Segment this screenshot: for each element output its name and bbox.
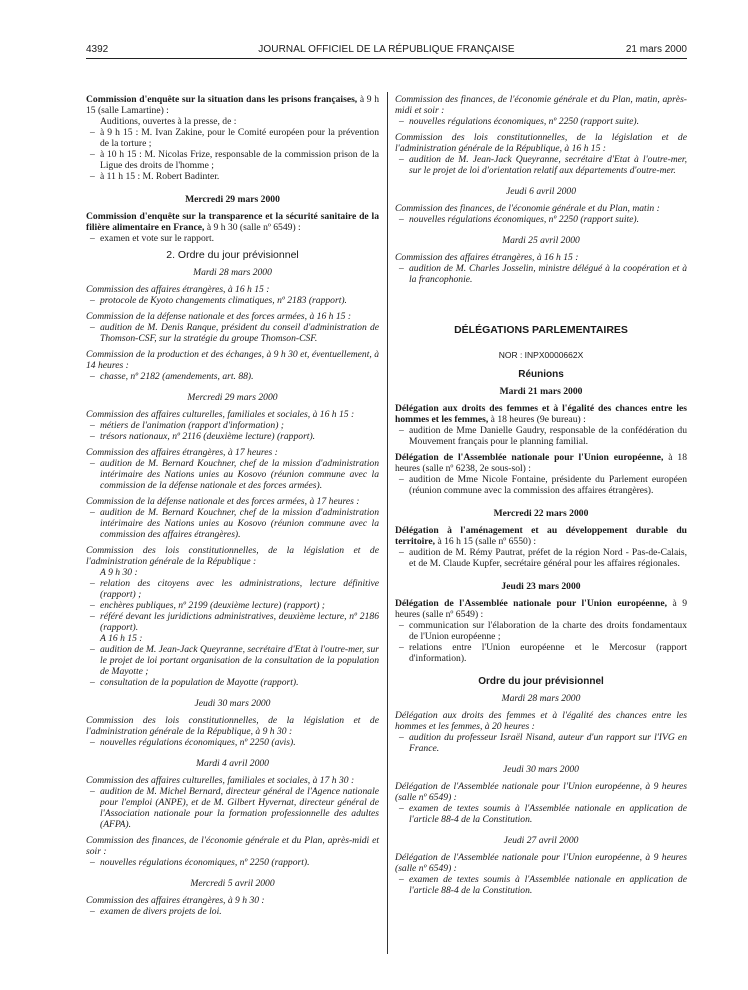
journal-title: JOURNAL OFFICIEL DE LA RÉPUBLIQUE FRANÇAISE (258, 44, 515, 55)
delegation-block (395, 403, 687, 447)
list-item: – audition de M. Denis Ranque, président du conseil d'administration de Thomson-CSF, sur la stratégie du groupe Thomson-CSF. (86, 322, 379, 344)
agenda-block (395, 252, 687, 285)
agenda-block (86, 545, 379, 688)
list-item: – audition de M. Charles Josselin, ministre délégué à la coopération et à la francophonie. (395, 263, 687, 285)
agenda-block (86, 895, 379, 917)
page-number: 4392 (86, 44, 109, 55)
day-heading: Mardi 28 mars 2000 (193, 267, 272, 278)
list-item: – consultation de la population de Mayotte (rapport). (86, 677, 379, 688)
list-item: – à 11 h 15 : M. Robert Badinter. (86, 171, 379, 182)
day-heading: Jeudi 30 mars 2000 (503, 764, 579, 775)
time-subheading: A 16 h 15 : (100, 633, 143, 644)
ordre-du-jour-heading: Ordre du jour prévisionnel (478, 676, 604, 687)
list-item: – chasse, nº 2182 (amendements, art. 88). (86, 371, 379, 382)
day-heading: Jeudi 6 avril 2000 (505, 186, 577, 197)
block-time: à 9 heures (salle nº 6549) : (395, 598, 687, 620)
agenda-block (395, 94, 687, 127)
left-column (86, 94, 379, 922)
list-item: – relation des citoyens avec les administrations, lecture définitive (rapport) ; (86, 578, 379, 600)
delegations-heading: DÉLÉGATIONS PARLEMENTAIRES (454, 324, 628, 336)
day-heading: Mardi 28 mars 2000 (501, 693, 581, 704)
block-title: Commission des affaires culturelles, familiales et sociales, à 16 h 15 : (86, 409, 355, 420)
block-title: Commission des affaires étrangères, à 16 h 15 : (395, 252, 579, 263)
day-heading: Mercredi 29 mars 2000 (187, 392, 278, 403)
block-title: Commission des affaires culturelles, familiales et sociales, à 17 h 30 : (86, 775, 355, 786)
delegation-block (395, 525, 687, 569)
list-item: – audition du professeur Israël Nisand, auteur d'un rapport sur l'IVG en France. (395, 732, 687, 754)
block-time: à 16 h 15 (salle nº 6550) : (437, 536, 537, 547)
nor-reference: NOR : INPX0000662X (498, 350, 584, 360)
day-heading: Mercredi 5 avril 2000 (190, 878, 275, 889)
list-item: – examen et vote sur le rapport. (86, 233, 379, 244)
list-item: – communication sur l'élaboration de la charte des droits fondamentaux de l'Union européenne ; (395, 620, 687, 642)
block-title: Commission des finances, de l'économie générale et du Plan, matin : (395, 203, 660, 214)
list-item: – à 9 h 15 : M. Ivan Zakine, pour le Comité européen pour la prévention de la torture ; (86, 127, 379, 149)
list-item: – examen de divers projets de loi. (86, 906, 379, 917)
delegation-block (395, 710, 687, 754)
agenda-block (86, 284, 379, 306)
transparence-title: Commission d'enquête sur la transparence et la sécurité sanitaire de la filière alimentaire en France, (86, 211, 379, 233)
list-item: – audition de M. Michel Bernard, directeur général de l'Agence nationale pour l'emploi (ANPE), et de M. Gilbert Hyvernat, directeur général de l'Association nationale pour la formation professionnelle des adultes (AFPA). (86, 786, 379, 830)
list-item: – nouvelles régulations économiques, nº 2250 (rapport suite). (395, 116, 687, 127)
list-item: – audition de Mme Nicole Fontaine, présidente du Parlement européen (réunion commune avec la commission des affaires étrangères). (395, 474, 687, 496)
list-item: – à 10 h 15 : M. Nicolas Frize, responsable de la commission prison de la Ligue des droits de l'homme ; (86, 149, 379, 171)
prisons-commission (86, 94, 379, 182)
day-heading: Mardi 4 avril 2000 (196, 758, 269, 769)
section-heading: 2. Ordre du jour prévisionnel (166, 249, 299, 261)
block-title: Commission des lois constitutionnelles, de la législation et de l'administration générale de la République, à 16 h 15 : (395, 132, 687, 154)
right-column (395, 94, 687, 901)
list-item: – relations entre l'Union européenne et le Mercosur (rapport d'information). (395, 642, 687, 664)
list-item: – audition de M. Bernard Kouchner, chef de la mission d'administration intérimaire des Nations unies au Kosovo (réunion commune avec la commission des affaires étrangères). (86, 507, 379, 540)
block-title: Commission des affaires étrangères, à 16 h 15 : (86, 284, 270, 295)
delegation-block (395, 598, 687, 664)
agenda-block (395, 132, 687, 176)
list-item: – enchères publiques, nº 2199 (deuxième lecture) (rapport) ; (86, 600, 379, 611)
agenda-block (86, 447, 379, 491)
reunions-heading: Réunions (518, 369, 564, 380)
block-title: Délégation de l'Assemblée nationale pour l'Union européenne, (395, 598, 667, 609)
block-title: Commission des affaires étrangères, à 17 heures : (86, 447, 278, 458)
agenda-block (86, 496, 379, 540)
list-item: – audition de M. Jean-Jack Queyranne, secrétaire d'Etat à l'outre-mer, sur le projet de loi portant organisation de la consultation de la population de Mayotte ; (86, 644, 379, 677)
list-item: – protocole de Kyoto changements climatiques, nº 2183 (rapport). (86, 295, 379, 306)
prisons-time: à 9 h 15 (salle Lamartine) : (86, 94, 379, 116)
delegation-block (395, 852, 687, 896)
day-heading: Jeudi 30 mars 2000 (194, 698, 271, 709)
day-heading: Mercredi 22 mars 2000 (493, 508, 589, 519)
delegation-block (395, 781, 687, 825)
block-title: Commission des finances, de l'économie générale et du Plan, après-midi et soir : (86, 835, 379, 857)
agenda-block (86, 775, 379, 830)
agenda-block (395, 203, 687, 225)
list-item: – audition de Mme Danielle Gaudry, responsable de la confédération du Mouvement français pour le planning familial. (395, 425, 687, 447)
block-title: Commission de la défense nationale et des forces armées, à 17 heures : (86, 496, 360, 507)
day-heading: Mercredi 29 mars 2000 (185, 194, 280, 205)
block-title: Délégation de l'Assemblée nationale pour l'Union européenne, à 9 heures (salle nº 6549) : (395, 781, 687, 803)
list-item: – métiers de l'animation (rapport d'information) ; (86, 420, 379, 431)
block-title: Commission de la défense nationale et des forces armées, à 16 h 15 : (86, 311, 352, 322)
day-heading: Jeudi 27 avril 2000 (503, 835, 579, 846)
issue-date: 21 mars 2000 (625, 44, 687, 55)
list-item: – nouvelles régulations économiques, nº 2250 (rapport suite). (395, 214, 687, 225)
transparence-commission (86, 211, 379, 244)
block-title: Délégation de l'Assemblée nationale pour l'Union européenne, à 9 heures (salle nº 6549) : (395, 852, 687, 874)
time-subheading: A 9 h 30 : (100, 567, 138, 578)
day-heading: Mardi 25 avril 2000 (502, 235, 580, 246)
block-time: à 18 heures (9e bureau) : (490, 414, 586, 425)
transparence-time: à 9 h 30 (salle nº 6549) : (206, 222, 301, 233)
list-item: – audition de M. Rémy Pautrat, préfet de la région Nord - Pas-de-Calais, et de M. Claude Kupfer, secrétaire général pour les affaires régionales. (395, 547, 687, 569)
block-title: Délégation à l'aménagement et au développement durable du territoire, (395, 525, 687, 547)
block-title: Délégation aux droits des femmes et à l'égalité des chances entre les hommes et les femmes, à 20 heures : (395, 710, 687, 732)
block-title: Délégation aux droits des femmes et à l'égalité des chances entre les hommes et les femmes, (395, 403, 687, 425)
prisons-intro: Auditions, ouvertes à la presse, de : (100, 116, 237, 127)
block-title: Commission des lois constitutionnelles, de la législation et de l'administration générale de la République, à 9 h 30 : (86, 715, 379, 737)
page-header (86, 38, 687, 58)
agenda-block (86, 715, 379, 748)
block-title: Commission des lois constitutionnelles, de la législation et de l'administration générale de la République : (86, 545, 379, 567)
day-heading: Jeudi 23 mars 2000 (501, 581, 581, 592)
block-title: Commission des finances, de l'économie générale et du Plan, matin, après-midi et soir : (395, 94, 687, 116)
block-title: Commission des affaires étrangères, à 9 h 30 : (86, 895, 265, 906)
list-item: – trésors nationaux, nº 2116 (deuxième lecture) (rapport). (86, 431, 379, 442)
list-item: – examen de textes soumis à l'Assemblée nationale en application de l'article 88-4 de la Constitution. (395, 874, 687, 896)
column-divider (387, 92, 388, 954)
agenda-block (86, 835, 379, 868)
list-item: – nouvelles régulations économiques, nº 2250 (avis). (86, 737, 379, 748)
list-item: – nouvelles régulations économiques, nº 2250 (rapport). (86, 857, 379, 868)
block-time: à 18 heures (salle nº 6238, 2e sous-sol) : (395, 452, 687, 474)
list-item: – audition de M. Jean-Jack Queyranne, secrétaire d'Etat à l'outre-mer, sur le projet de loi d'orientation relatif aux départements d'outre-mer. (395, 154, 687, 176)
agenda-block (86, 409, 379, 442)
block-title: Délégation de l'Assemblée nationale pour l'Union européenne, (395, 452, 664, 463)
block-title: Commission de la production et des échanges, à 9 h 30 et, éventuellement, à 14 heures : (86, 349, 379, 371)
agenda-block (86, 311, 379, 344)
list-item: – référé devant les juridictions administratives, deuxième lecture, nº 2186 (rapport). (86, 611, 379, 633)
header-rule (86, 58, 687, 59)
list-item: – examen de textes soumis à l'Assemblée nationale en application de l'article 88-4 de la Constitution. (395, 803, 687, 825)
day-heading: Mardi 21 mars 2000 (499, 386, 583, 397)
list-item: – audition de M. Bernard Kouchner, chef de la mission d'administration intérimaire des Nations unies au Kosovo (réunion commune avec la commission de la défense nationale et des forces armées). (86, 458, 379, 491)
delegation-block (395, 452, 687, 496)
agenda-block (86, 349, 379, 382)
prisons-title: Commission d'enquête sur la situation dans les prisons françaises, (86, 94, 358, 105)
